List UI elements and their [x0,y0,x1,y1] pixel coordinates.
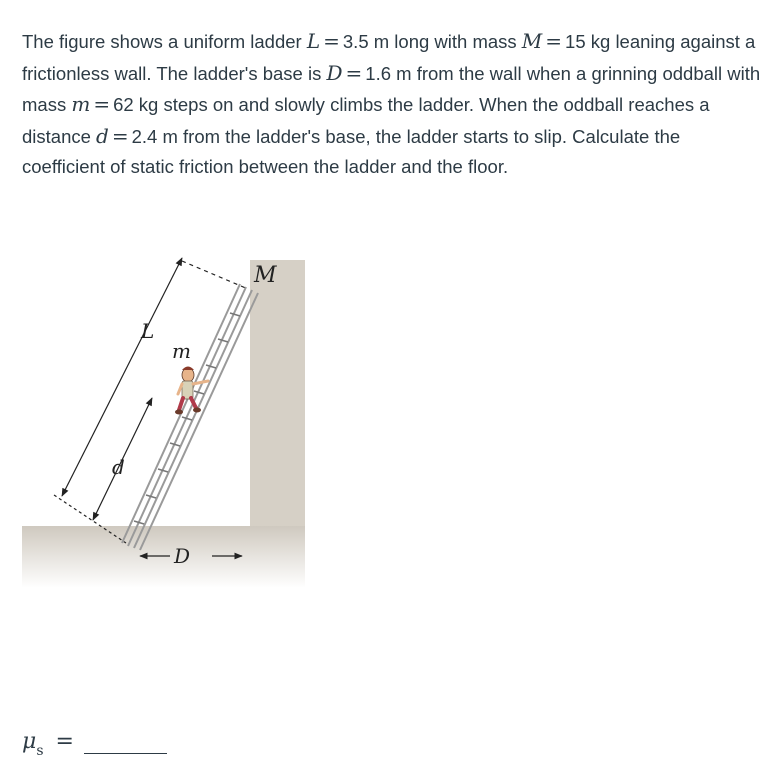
problem-text: The figure shows a uniform ladder L = 3.5 m long with mass M = 15 kg leaning against a frictionless wall. The ladder's base is D = 1.6 m from the wall when a grinning oddball with mass m = 62 kg steps on and slowly climbs the ladder. When the oddball reaches a distance d = 2.4 m from the ladder's base, the ladder starts to slip. Calculate the coefficient of static friction between the ladder and the floor. [22,29,761,177]
label-D: D [174,544,191,568]
symbol-D: D [326,60,343,85]
answer-row [22,722,167,759]
wall [250,260,305,528]
symbol-m: m [71,92,91,116]
answer-blank[interactable] [84,731,167,754]
symbol-L: L [306,29,321,53]
floor [22,526,305,588]
label-L: L [141,319,155,343]
equals-sign: = [55,729,74,754]
symbol-d: d [96,123,109,148]
symbol-M: M [521,29,543,53]
mu-symbol: μ [22,729,37,754]
mu-subscript: s [36,743,44,759]
ladder-figure [22,238,312,593]
label-d: d [112,455,125,479]
label-M: M [254,263,277,288]
label-m: m [172,339,191,363]
